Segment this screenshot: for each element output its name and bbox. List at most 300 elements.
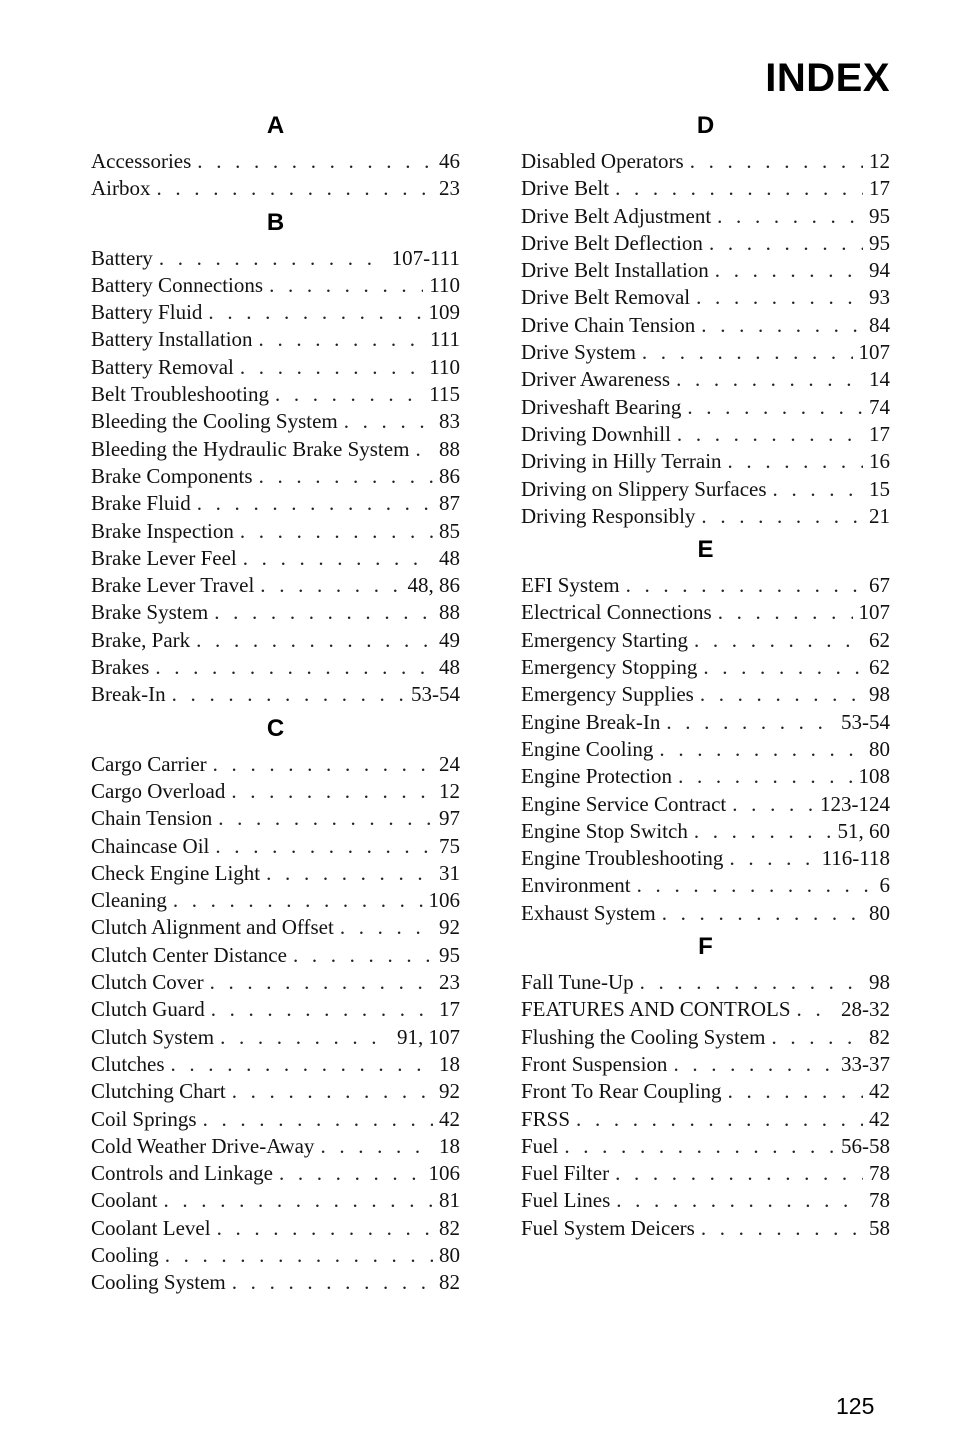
index-page-ref: 46 (439, 149, 460, 173)
index-term: Drive Belt (521, 176, 610, 201)
index-page-ref: 97 (439, 806, 460, 831)
index-term: EFI System (521, 573, 620, 598)
index-term: Battery Fluid (91, 300, 203, 325)
dot-leader (687, 394, 863, 421)
index-page-ref: 107-111 (391, 245, 460, 270)
index-page-ref: 98 (869, 970, 890, 995)
index-entry (91, 681, 460, 708)
index-page-ref: 18 (439, 1133, 460, 1158)
index-page-ref: 111 (430, 327, 460, 352)
index-term: Coolant Level (91, 1215, 211, 1240)
index-entry (91, 175, 460, 202)
index-page-ref: 58 (869, 1215, 890, 1240)
dot-leader (293, 942, 433, 969)
index-term: Engine Service Contract (521, 791, 727, 816)
index-page-ref: 15 (869, 476, 890, 501)
index-term: Engine Cooling (521, 736, 654, 761)
index-entry (91, 1242, 460, 1269)
dot-leader (773, 476, 863, 503)
index-entry (91, 1051, 460, 1078)
index-page-ref: 92 (439, 915, 460, 940)
index-term: Emergency Starting (521, 627, 688, 652)
index-term: Driving Responsibly (521, 503, 696, 528)
section-letter: D (696, 112, 715, 139)
index-term: Brake Lever Feel (91, 545, 237, 570)
index-term: Brake Components (91, 463, 253, 488)
index-entry (521, 969, 890, 996)
index-page-ref: 53-54 (841, 709, 890, 734)
index-term: Drive Belt Removal (521, 285, 691, 310)
dot-leader (260, 572, 401, 599)
index-page-ref: 82 (869, 1024, 890, 1049)
index-term: Drive Chain Tension (521, 312, 696, 337)
index-page-ref: 115 (429, 382, 460, 407)
index-entry (91, 1106, 460, 1133)
index-entry (521, 872, 890, 899)
index-entry (91, 1133, 460, 1160)
index-term: Cold Weather Drive-Away (91, 1133, 315, 1158)
index-term: Brakes (91, 655, 150, 680)
dot-leader (676, 366, 863, 393)
index-page-ref: 62 (869, 655, 890, 680)
index-page-ref: 42 (439, 1106, 460, 1131)
dot-leader (165, 1242, 433, 1269)
index-page-ref: 24 (439, 751, 460, 776)
dot-leader (771, 1024, 863, 1051)
index-page-ref: 17 (869, 176, 890, 201)
index-term: FEATURES AND CONTROLS (521, 997, 791, 1022)
index-entry (91, 354, 460, 381)
index-term: Flushing the Cooling System (521, 1024, 766, 1049)
index-entry (521, 284, 890, 311)
index-entry (521, 503, 890, 530)
index-entry (91, 887, 460, 914)
index-term: Engine Protection (521, 764, 673, 789)
index-entry (91, 627, 460, 654)
index-term: Driver Awareness (521, 367, 671, 392)
index-page-ref: 67 (869, 573, 890, 598)
dot-leader (275, 381, 423, 408)
index-term: Bleeding the Cooling System (91, 409, 338, 434)
dot-leader (215, 833, 433, 860)
index-term: Fuel (521, 1133, 559, 1158)
index-term: Clutch System (91, 1024, 215, 1049)
index-page-ref: 74 (869, 394, 890, 419)
dot-leader (157, 175, 434, 202)
index-term: Cooling System (91, 1270, 226, 1295)
index-page-ref: 48 (439, 655, 460, 680)
dot-leader (220, 1024, 391, 1051)
dot-leader (217, 1215, 433, 1242)
index-entry (91, 778, 460, 805)
index-entry (521, 203, 890, 230)
index-entry (521, 1078, 890, 1105)
index-page-ref: 78 (869, 1161, 890, 1186)
index-term: Drive System (521, 340, 636, 365)
dot-leader (155, 654, 433, 681)
index-entry (91, 1078, 460, 1105)
index-page-ref: 33-37 (841, 1051, 890, 1076)
index-entry (521, 230, 890, 257)
dot-leader (729, 845, 815, 872)
index-term: Front Suspension (521, 1051, 668, 1076)
index-term: Chaincase Oil (91, 833, 210, 858)
index-term: FRSS (521, 1106, 571, 1131)
index-term: Clutch Alignment and Offset (91, 915, 334, 940)
index-entry (521, 448, 890, 475)
dot-leader (637, 872, 874, 899)
index-term: Driving in Hilly Terrain (521, 449, 722, 474)
index-entry (521, 996, 890, 1023)
dot-leader (210, 969, 433, 996)
index-page-ref: 92 (439, 1079, 460, 1104)
dot-leader (732, 791, 814, 818)
dot-leader (615, 175, 863, 202)
index-term: Drive Belt Deflection (521, 230, 703, 255)
index-page-ref: 16 (869, 449, 890, 474)
index-page-ref: 23 (439, 970, 460, 995)
index-term: Battery Removal (91, 354, 234, 379)
index-page-ref: 78 (869, 1188, 890, 1213)
index-page-ref: 108 (858, 764, 890, 789)
index-term: Battery Installation (91, 327, 253, 352)
index-term: Belt Troubleshooting (91, 382, 269, 407)
dot-leader (703, 654, 863, 681)
dot-leader (203, 1106, 433, 1133)
index-entry (91, 1187, 460, 1214)
dot-leader (673, 1051, 835, 1078)
index-page-ref: 23 (439, 176, 460, 201)
index-term: Fall Tune-Up (521, 970, 634, 995)
index-entry (91, 1269, 460, 1296)
index-page-ref: 21 (869, 503, 890, 528)
dot-leader (240, 354, 423, 381)
index-term: Chain Tension (91, 806, 213, 831)
dot-leader (728, 448, 863, 475)
dot-leader (709, 230, 863, 257)
dot-leader (173, 887, 423, 914)
index-page-ref: 95 (439, 942, 460, 967)
index-page-ref: 98 (869, 682, 890, 707)
index-entry (91, 148, 460, 175)
index-page-ref: 85 (439, 518, 460, 543)
index-term: Coil Springs (91, 1106, 197, 1131)
index-page-ref: 80 (869, 900, 890, 925)
index-term: Brake System (91, 600, 209, 625)
section-letter: F (698, 933, 713, 961)
index-page-ref: 110 (429, 354, 460, 379)
index-page-ref: 83 (439, 409, 460, 434)
index-page-ref: 53-54 (411, 682, 460, 707)
index-entry (91, 969, 460, 996)
dot-leader (197, 490, 433, 517)
dot-leader (213, 751, 433, 778)
index-page-ref: 12 (869, 149, 890, 173)
index-page-ref: 12 (439, 778, 460, 803)
section-letter: C (266, 714, 285, 742)
index-entry (91, 408, 460, 435)
dot-leader (344, 408, 433, 435)
index-term: Driving Downhill (521, 421, 671, 446)
index-term: Cleaning (91, 888, 167, 913)
index-page-ref: 6 (879, 873, 890, 898)
index-entry (91, 381, 460, 408)
index-entry (91, 751, 460, 778)
dot-leader (259, 326, 425, 353)
index-page-ref: 17 (869, 421, 890, 446)
index-entry (521, 1024, 890, 1051)
index-entry (521, 366, 890, 393)
index-term: Clutch Center Distance (91, 942, 287, 967)
dot-leader (696, 284, 863, 311)
index-page-ref: 17 (439, 997, 460, 1022)
dot-leader (626, 572, 863, 599)
index-term: Front To Rear Coupling (521, 1079, 722, 1104)
dot-leader (678, 763, 852, 790)
index-term: Environment (521, 873, 631, 898)
dot-leader (208, 299, 422, 326)
dot-leader (259, 463, 433, 490)
index-term: Cargo Carrier (91, 751, 207, 776)
index-term: Controls and Linkage (91, 1161, 273, 1186)
index-term: Drive Belt Installation (521, 258, 709, 283)
index-entry (521, 175, 890, 202)
index-entry (521, 257, 890, 284)
index-entry (521, 599, 890, 626)
index-term: Battery Connections (91, 272, 264, 297)
dot-leader (576, 1106, 863, 1133)
dot-leader (197, 148, 433, 175)
dot-leader (172, 681, 405, 708)
dot-leader (717, 203, 863, 230)
dot-leader (269, 272, 423, 299)
index-page-ref: 110 (429, 272, 460, 297)
index-entry (91, 654, 460, 681)
dot-leader (659, 736, 863, 763)
index-entry (91, 1160, 460, 1187)
index-term: Drive Belt Adjustment (521, 203, 712, 228)
index-term: Disabled Operators (521, 149, 684, 173)
dot-leader (640, 969, 863, 996)
dot-leader (662, 900, 863, 927)
section-letter: B (266, 208, 285, 236)
index-page-ref: 87 (439, 491, 460, 516)
dot-leader (171, 1051, 434, 1078)
index-entry (91, 299, 460, 326)
index-term: Driveshaft Bearing (521, 394, 682, 419)
dot-leader (266, 860, 433, 887)
index-page-ref: 62 (869, 627, 890, 652)
index-entry (91, 1215, 460, 1242)
index-page-ref: 75 (439, 833, 460, 858)
index-page-ref: 49 (439, 627, 460, 652)
index-term: Clutch Cover (91, 970, 204, 995)
index-page-ref: 88 (439, 436, 460, 461)
index-term: Brake Fluid (91, 491, 191, 516)
dot-leader (715, 257, 863, 284)
index-term: Fuel Lines (521, 1188, 611, 1213)
dot-leader (415, 436, 433, 463)
index-entry (521, 627, 890, 654)
index-entry (91, 599, 460, 626)
index-page-ref: 56-58 (841, 1133, 890, 1158)
index-entry (521, 791, 890, 818)
index-entry (521, 421, 890, 448)
index-page-ref: 42 (869, 1079, 890, 1104)
section-letter: A (266, 112, 285, 139)
index-entry (521, 1215, 890, 1242)
dot-leader (196, 627, 433, 654)
index-term: Exhaust System (521, 900, 656, 925)
index-page-ref: 42 (869, 1106, 890, 1131)
index-page-ref: 81 (439, 1188, 460, 1213)
dot-leader (564, 1133, 835, 1160)
dot-leader (728, 1078, 863, 1105)
dot-leader (694, 818, 832, 845)
index-entry (91, 942, 460, 969)
index-term: Fuel System Deicers (521, 1215, 695, 1240)
dot-leader (231, 778, 433, 805)
index-entry (521, 339, 890, 366)
index-term: Cargo Overload (91, 778, 226, 803)
dot-leader (218, 805, 433, 832)
index-term: Emergency Supplies (521, 682, 694, 707)
index-entry (521, 654, 890, 681)
index-page-ref: 91, 107 (397, 1024, 460, 1049)
index-page-ref: 82 (439, 1215, 460, 1240)
dot-leader (700, 681, 863, 708)
index-page-ref: 48 (439, 545, 460, 570)
page-number: 125 (836, 1393, 875, 1419)
index-entry (91, 463, 460, 490)
index-entry (91, 518, 460, 545)
index-page-ref: 116-118 (821, 846, 890, 871)
index-page-ref: 82 (439, 1270, 460, 1295)
index-entry (91, 245, 460, 272)
index-term: Airbox (91, 176, 151, 201)
dot-leader (232, 1078, 433, 1105)
dot-leader (642, 339, 853, 366)
index-term: Clutches (91, 1051, 165, 1076)
index-entry (521, 148, 890, 175)
index-entry (521, 818, 890, 845)
index-page-ref: 51, 60 (837, 818, 890, 843)
dot-leader (690, 148, 863, 175)
index-page-ref: 93 (869, 285, 890, 310)
index-entry (521, 736, 890, 763)
index-entry (521, 900, 890, 927)
dot-leader (279, 1160, 423, 1187)
index-term: Cooling (91, 1242, 159, 1267)
index-page-ref: 80 (439, 1242, 460, 1267)
index-entry (521, 1133, 890, 1160)
index-page-ref: 95 (869, 203, 890, 228)
index-entry (91, 1024, 460, 1051)
dot-leader (232, 1269, 433, 1296)
index-term: Brake Lever Travel (91, 573, 255, 598)
index-page-ref: 84 (869, 312, 890, 337)
index-page-ref: 123-124 (820, 791, 890, 816)
index-entry (521, 1106, 890, 1133)
dot-leader (666, 709, 835, 736)
index-page-ref: 106 (428, 1161, 460, 1186)
dot-leader (797, 996, 835, 1023)
index-entry (521, 572, 890, 599)
index-term: Brake, Park (91, 627, 191, 652)
dot-leader (214, 599, 433, 626)
index-entry (91, 572, 460, 599)
index-entry (91, 436, 460, 463)
index-term: Break-In (91, 682, 166, 707)
index-entry (521, 709, 890, 736)
index-entry (521, 1160, 890, 1187)
index-entry (91, 490, 460, 517)
index-entry (521, 681, 890, 708)
index-entry (91, 996, 460, 1023)
index-page-ref: 31 (439, 860, 460, 885)
page-title: INDEX (765, 56, 890, 100)
index-page-ref: 95 (869, 230, 890, 255)
dot-leader (320, 1133, 433, 1160)
index-term: Emergency Stopping (521, 655, 698, 680)
index-entry (91, 272, 460, 299)
index-page-ref: 106 (428, 888, 460, 913)
index-page-ref: 107 (858, 600, 890, 625)
index-entry (91, 833, 460, 860)
index-entry (91, 545, 460, 572)
index-entry (91, 326, 460, 353)
section-letter: E (697, 536, 714, 564)
dot-leader (701, 1215, 863, 1242)
index-term: Electrical Connections (521, 600, 712, 625)
index-entry (521, 763, 890, 790)
index-term: Accessories (91, 149, 192, 173)
dot-leader (159, 245, 386, 272)
dot-leader (701, 312, 863, 339)
dot-leader (677, 421, 863, 448)
index-page-ref: 28-32 (841, 997, 890, 1022)
dot-leader (340, 914, 433, 941)
index-term: Engine Break-In (521, 709, 661, 734)
index-entry (521, 1051, 890, 1078)
index-page-ref: 48, 86 (407, 573, 460, 598)
index-entry (91, 805, 460, 832)
index-term: Fuel Filter (521, 1161, 610, 1186)
index-term: Driving on Slippery Surfaces (521, 476, 767, 501)
index-entry (521, 394, 890, 421)
dot-leader (615, 1160, 863, 1187)
index-page-ref: 80 (869, 736, 890, 761)
index-term: Clutch Guard (91, 997, 205, 1022)
index-page-ref: 14 (869, 367, 890, 392)
index-entry (521, 476, 890, 503)
index-entry (91, 860, 460, 887)
index-term: Clutching Chart (91, 1079, 226, 1104)
index-term: Engine Stop Switch (521, 818, 688, 843)
index-page-ref: 94 (869, 258, 890, 283)
index-term: Bleeding the Hydraulic Brake System (91, 436, 410, 461)
index-term: Battery (91, 245, 153, 270)
index-column-left (91, 112, 460, 1297)
index-entry (521, 312, 890, 339)
index-page-ref: 88 (439, 600, 460, 625)
dot-leader (211, 996, 433, 1023)
dot-leader (718, 599, 853, 626)
index-term: Coolant (91, 1188, 158, 1213)
dot-leader (694, 627, 863, 654)
dot-leader (240, 518, 433, 545)
index-column-right (521, 112, 890, 1242)
